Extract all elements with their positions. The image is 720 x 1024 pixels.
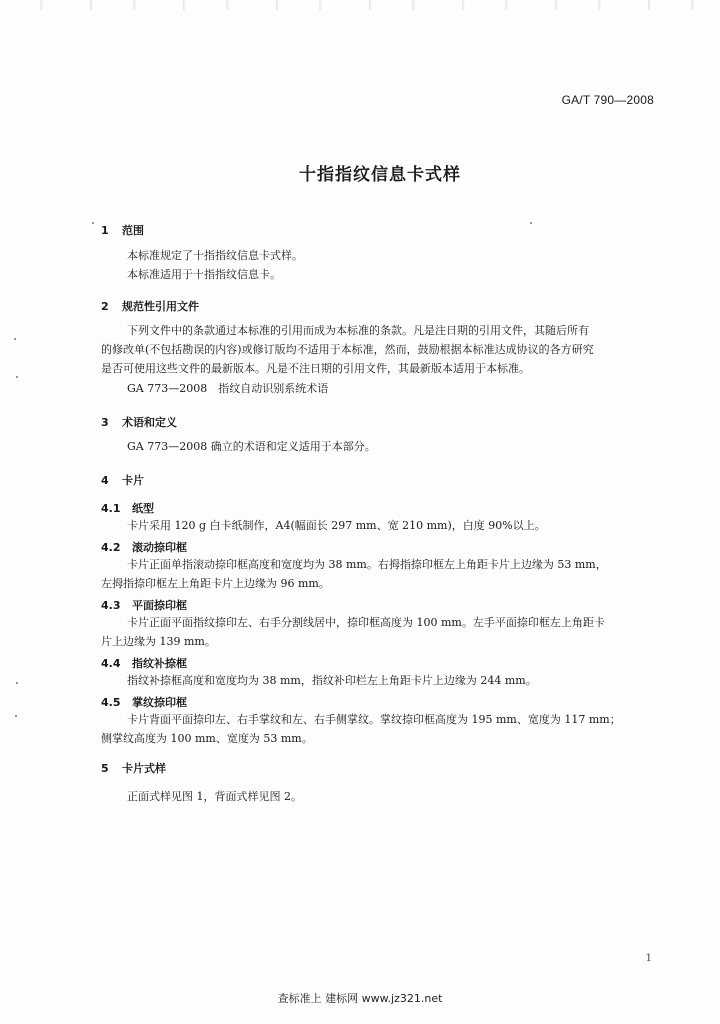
page-number: 1 [645, 953, 652, 964]
section-number: 1 [101, 224, 109, 237]
section-title: 术语和定义 [122, 416, 177, 429]
section-4-heading [101, 472, 144, 488]
site-watermark: 查标准上 建标网 www.jz321.net [277, 992, 443, 1005]
section-2-heading [101, 298, 199, 314]
subsection-title: 平面捺印框 [132, 599, 187, 612]
paragraph-line: 本标准适用于十指指纹信息卡。 [127, 268, 281, 281]
section-title: 规范性引用文件 [122, 300, 199, 313]
paragraph-line: 的修改单(不包括勘误的内容)或修订版均不适用于本标准，然而，鼓励根据本标准达成协议的各方研究 [101, 343, 594, 356]
paragraph-line: GA 773—2008 确立的术语和定义适用于本部分。 [127, 440, 376, 453]
scan-speck [14, 338, 16, 340]
scan-speck [15, 715, 17, 717]
section-1-heading [101, 222, 144, 238]
paragraph-line: 是否可使用这些文件的最新版本。凡是不注日期的引用文件，其最新版本适用于本标准。 [101, 362, 530, 375]
paragraph-line: 片上边缘为 139 mm。 [101, 635, 216, 648]
subsection-4-5-heading [101, 694, 187, 710]
section-title: 卡片 [122, 474, 144, 487]
subsection-number: 4.3 [101, 599, 121, 612]
paragraph-line: 卡片正面平面指纹捺印左、右手分割线居中，捺印框高度为 100 mm。左手平面捺印框左上角距卡 [127, 616, 605, 629]
document-title: 十指指纹信息卡式样 [299, 165, 461, 185]
paragraph-line: 指纹补捺框高度和宽度均为 38 mm，指纹补印栏左上角距卡片上边缘为 244 mm。 [127, 674, 537, 687]
subsection-4-1-heading [101, 500, 154, 516]
paragraph-line: 正面式样见图 1，背面式样见图 2。 [127, 790, 302, 803]
paragraph-line: 下列文件中的条款通过本标准的引用而成为本标准的条款。凡是注日期的引用文件，其随后所有 [127, 324, 589, 337]
reference-line: GA 773—2008 指纹自动识别系统术语 [127, 382, 329, 395]
section-5-heading [101, 760, 166, 776]
paragraph-line: 本标准规定了十指指纹信息卡式样。 [127, 249, 303, 262]
section-number: 2 [101, 300, 109, 313]
paragraph-line: 卡片正面单指滚动捺印框高度和宽度均为 38 mm。右拇指捺印框左上角距卡片上边缘为 53 mm， [127, 558, 607, 571]
subsection-title: 滚动捺印框 [132, 541, 187, 554]
scan-speck [16, 682, 18, 684]
paragraph-line: 左拇指捺印框左上角距卡片上边缘为 96 mm。 [101, 577, 330, 590]
section-number: 3 [101, 416, 109, 429]
scan-speck [92, 222, 94, 224]
subsection-number: 4.1 [101, 502, 121, 515]
subsection-title: 掌纹捺印框 [132, 696, 187, 709]
section-title: 范围 [122, 224, 144, 237]
scan-speck [530, 222, 532, 224]
scan-speck [16, 376, 18, 378]
paragraph-line: 卡片采用 120 g 白卡纸制作，A4(幅面长 297 mm、宽 210 mm)，白度 90%以上。 [127, 519, 546, 532]
section-number: 4 [101, 474, 109, 487]
subsection-4-4-heading [101, 655, 187, 671]
paragraph-line: 侧掌纹高度为 100 mm、宽度为 53 mm。 [101, 732, 313, 745]
scan-artifact-strip [0, 0, 720, 10]
subsection-number: 4.2 [101, 541, 121, 554]
subsection-number: 4.5 [101, 696, 121, 709]
section-3-heading [101, 414, 177, 430]
paragraph-line: 卡片背面平面捺印左、右手掌纹和左、右手侧掌纹。掌纹捺印框高度为 195 mm、宽度为 117 mm； [127, 713, 621, 726]
section-title: 卡片式样 [122, 762, 166, 775]
subsection-4-2-heading [101, 539, 187, 555]
standard-number: GA/T 790—2008 [561, 93, 654, 107]
subsection-4-3-heading [101, 597, 187, 613]
section-number: 5 [101, 762, 109, 775]
subsection-number: 4.4 [101, 657, 121, 670]
subsection-title: 纸型 [132, 502, 154, 515]
subsection-title: 指纹补捺框 [132, 657, 187, 670]
